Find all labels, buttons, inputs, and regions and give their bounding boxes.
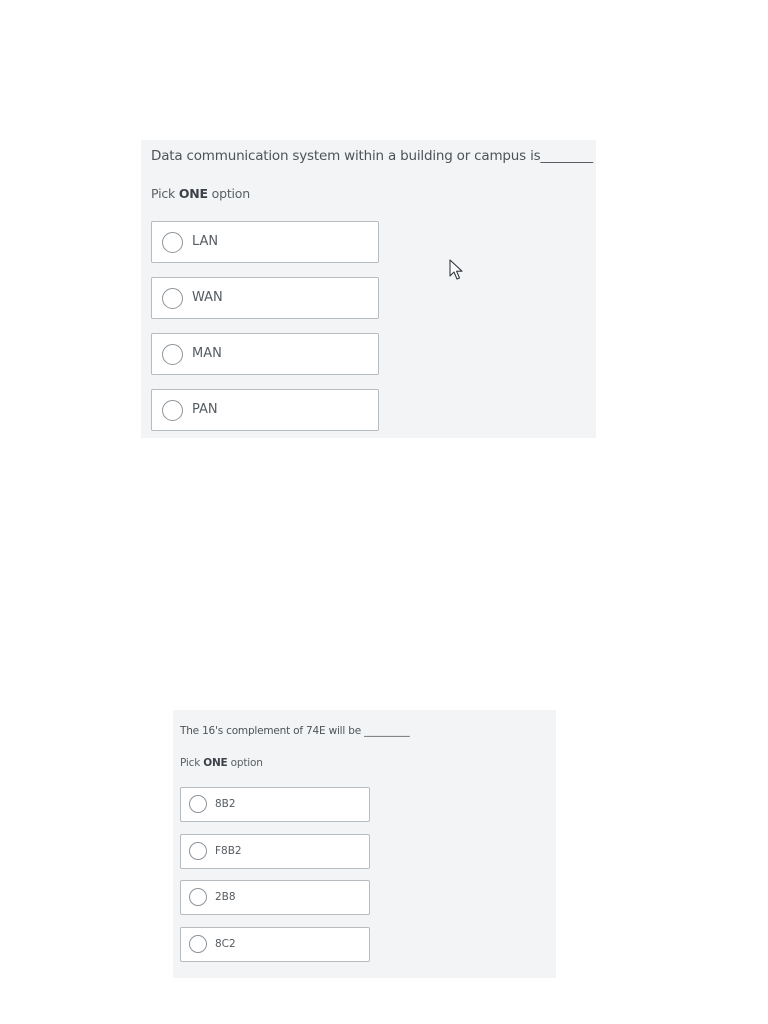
option-f8b2[interactable] <box>180 834 370 869</box>
radio-icon[interactable] <box>189 795 207 813</box>
option-label: LAN <box>192 234 219 249</box>
option-label: WAN <box>192 290 223 305</box>
option-label: 8B2 <box>215 798 236 810</box>
option-lan[interactable] <box>151 221 379 263</box>
question-text: The 16's complement of 74E will be _________ <box>180 725 410 737</box>
option-2b8[interactable] <box>180 880 370 915</box>
option-8c2[interactable] <box>180 927 370 962</box>
option-man[interactable] <box>151 333 379 375</box>
mouse-pointer-icon <box>449 259 465 283</box>
option-wan[interactable] <box>151 277 379 319</box>
pick-instruction: Pick ONE option <box>151 186 250 201</box>
option-label: F8B2 <box>215 845 242 857</box>
radio-icon[interactable] <box>189 842 207 860</box>
question-text: Data communication system within a building or campus is________ <box>151 148 593 164</box>
option-label: 2B8 <box>215 891 236 903</box>
question-card-1 <box>141 140 596 438</box>
option-label: MAN <box>192 346 222 361</box>
radio-icon[interactable] <box>162 344 183 365</box>
option-8b2[interactable] <box>180 787 370 822</box>
option-label: 8C2 <box>215 938 236 950</box>
radio-icon[interactable] <box>162 288 183 309</box>
pick-instruction: Pick ONE option <box>180 757 263 769</box>
option-pan[interactable] <box>151 389 379 431</box>
radio-icon[interactable] <box>189 935 207 953</box>
question-card-2 <box>173 710 556 978</box>
radio-icon[interactable] <box>162 232 183 253</box>
radio-icon[interactable] <box>189 888 207 906</box>
radio-icon[interactable] <box>162 400 183 421</box>
option-label: PAN <box>192 402 218 417</box>
